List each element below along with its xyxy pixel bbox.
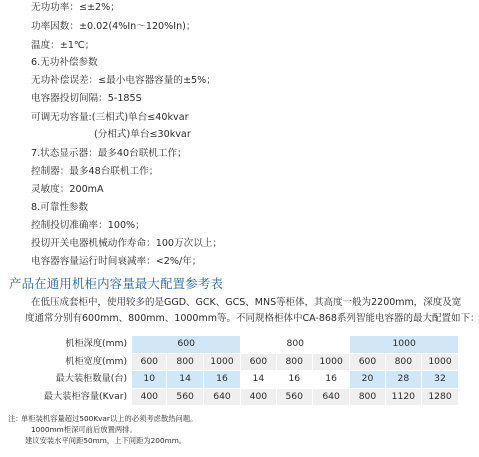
intro-line-2: 度通常分别有600mm、800mm、1000mm等。不同规格柜体中CA-868系列智能电容器的最大配置如下： — [25, 313, 479, 324]
table-cell: 600 — [132, 353, 167, 371]
spec-adjustable-capacity-three-phase: 可调无功容量:(三相式)单台≤40kvar — [31, 112, 189, 123]
spec-adjustable-capacity-split-phase: (分相式)单台≤30kvar — [94, 129, 191, 140]
spec-capacity-decay: 电容器容量运行时间衰减率：<2%/年； — [31, 256, 202, 267]
table-cell: 1000 — [203, 353, 240, 371]
intro-line-1: 在低压成套柜中，使用较多的是GGD、GCK、GCS、MNS等柜体，其高度一般为2200mm，深度及宽 — [31, 297, 462, 308]
spec-section-8-heading: 8.可靠性参数 — [31, 202, 89, 213]
table-cell: 14 — [241, 371, 276, 389]
table-cell: 10 — [132, 371, 167, 389]
table-cell: 32 — [422, 371, 458, 389]
table-row-max-count — [23, 371, 459, 389]
table-cell: 800 — [276, 353, 312, 371]
table-cell: 1000 — [422, 353, 458, 371]
table-cell: 600 — [350, 353, 385, 371]
table-cell: 640 — [203, 388, 240, 405]
table-cell: 800 — [167, 353, 203, 371]
table-cell: 20 — [350, 371, 385, 389]
spec-power-factor: 功率因数：±0.02(4%In～120%In)； — [31, 21, 196, 32]
table-cell: 16 — [203, 371, 240, 389]
row-label-max-capacity: 最大装柜容量(Kvar) — [23, 388, 132, 405]
table-cell: 14 — [167, 371, 203, 389]
spec-status-display: 7.状态显示器：最多40台联机工作； — [31, 148, 187, 159]
table-row-max-capacity — [23, 388, 459, 405]
table-cell: 800 — [385, 353, 421, 371]
table-cell: 560 — [276, 388, 312, 405]
spec-temperature: 温度：±1℃； — [31, 40, 95, 51]
spec-section-6-heading: 6.无功补偿参数 — [31, 57, 98, 68]
spec-sensitivity: 灵敏度：200mA — [31, 184, 104, 195]
table-cell: 28 — [385, 371, 421, 389]
row-label-depth: 机柜深度(mm) — [23, 336, 132, 354]
note-line-3: 建议安装水平间距50mm，上下间距为200mm。 — [25, 436, 187, 445]
spec-reactive-power: 无功功率：≤±2%； — [31, 2, 120, 13]
spec-switching-accuracy: 控制投切准确率：100%； — [31, 220, 145, 231]
depth-800: 800 — [241, 336, 350, 354]
table-cell: 640 — [312, 388, 349, 405]
table-cell: 400 — [241, 388, 276, 405]
config-table — [22, 335, 458, 405]
table-row-depth — [23, 336, 459, 354]
table-cell: 1000 — [312, 353, 349, 371]
table-row-width — [23, 353, 459, 371]
table-cell: 400 — [132, 388, 167, 405]
note-line-2: 1000mm柜深可前后放置两排。 — [31, 425, 137, 434]
note-line-1: 单柜装机容量超过500Kvar以上的必须考虑散热问题。 — [21, 414, 198, 423]
table-cell: 1280 — [422, 388, 458, 405]
spec-switching-interval: 电容器投切间隔：5-185S — [31, 93, 142, 104]
depth-1000: 1000 — [350, 336, 458, 354]
depth-600: 600 — [132, 336, 241, 354]
table-cell: 1120 — [385, 388, 421, 405]
spec-mechanical-life: 投切开关电器机械动作寿命：100万次以上； — [31, 238, 222, 249]
table-cell: 800 — [350, 388, 385, 405]
row-label-max-count: 最大装柜数量(台) — [23, 371, 132, 389]
section-title: 产品在通用机柜内容量最大配置参考表 — [9, 276, 224, 291]
row-label-width: 机柜宽度(mm) — [23, 353, 132, 371]
table-cell: 560 — [167, 388, 203, 405]
spec-compensation-error: 无功补偿误差：≤最小电容器容量的±5%； — [31, 75, 216, 86]
table-cell: 16 — [276, 371, 312, 389]
spec-controller: 控制器：最多48台联机工作； — [31, 166, 159, 177]
table-cell: 16 — [312, 371, 349, 389]
table-cell: 600 — [241, 353, 276, 371]
note-prefix: 注： — [8, 414, 23, 423]
